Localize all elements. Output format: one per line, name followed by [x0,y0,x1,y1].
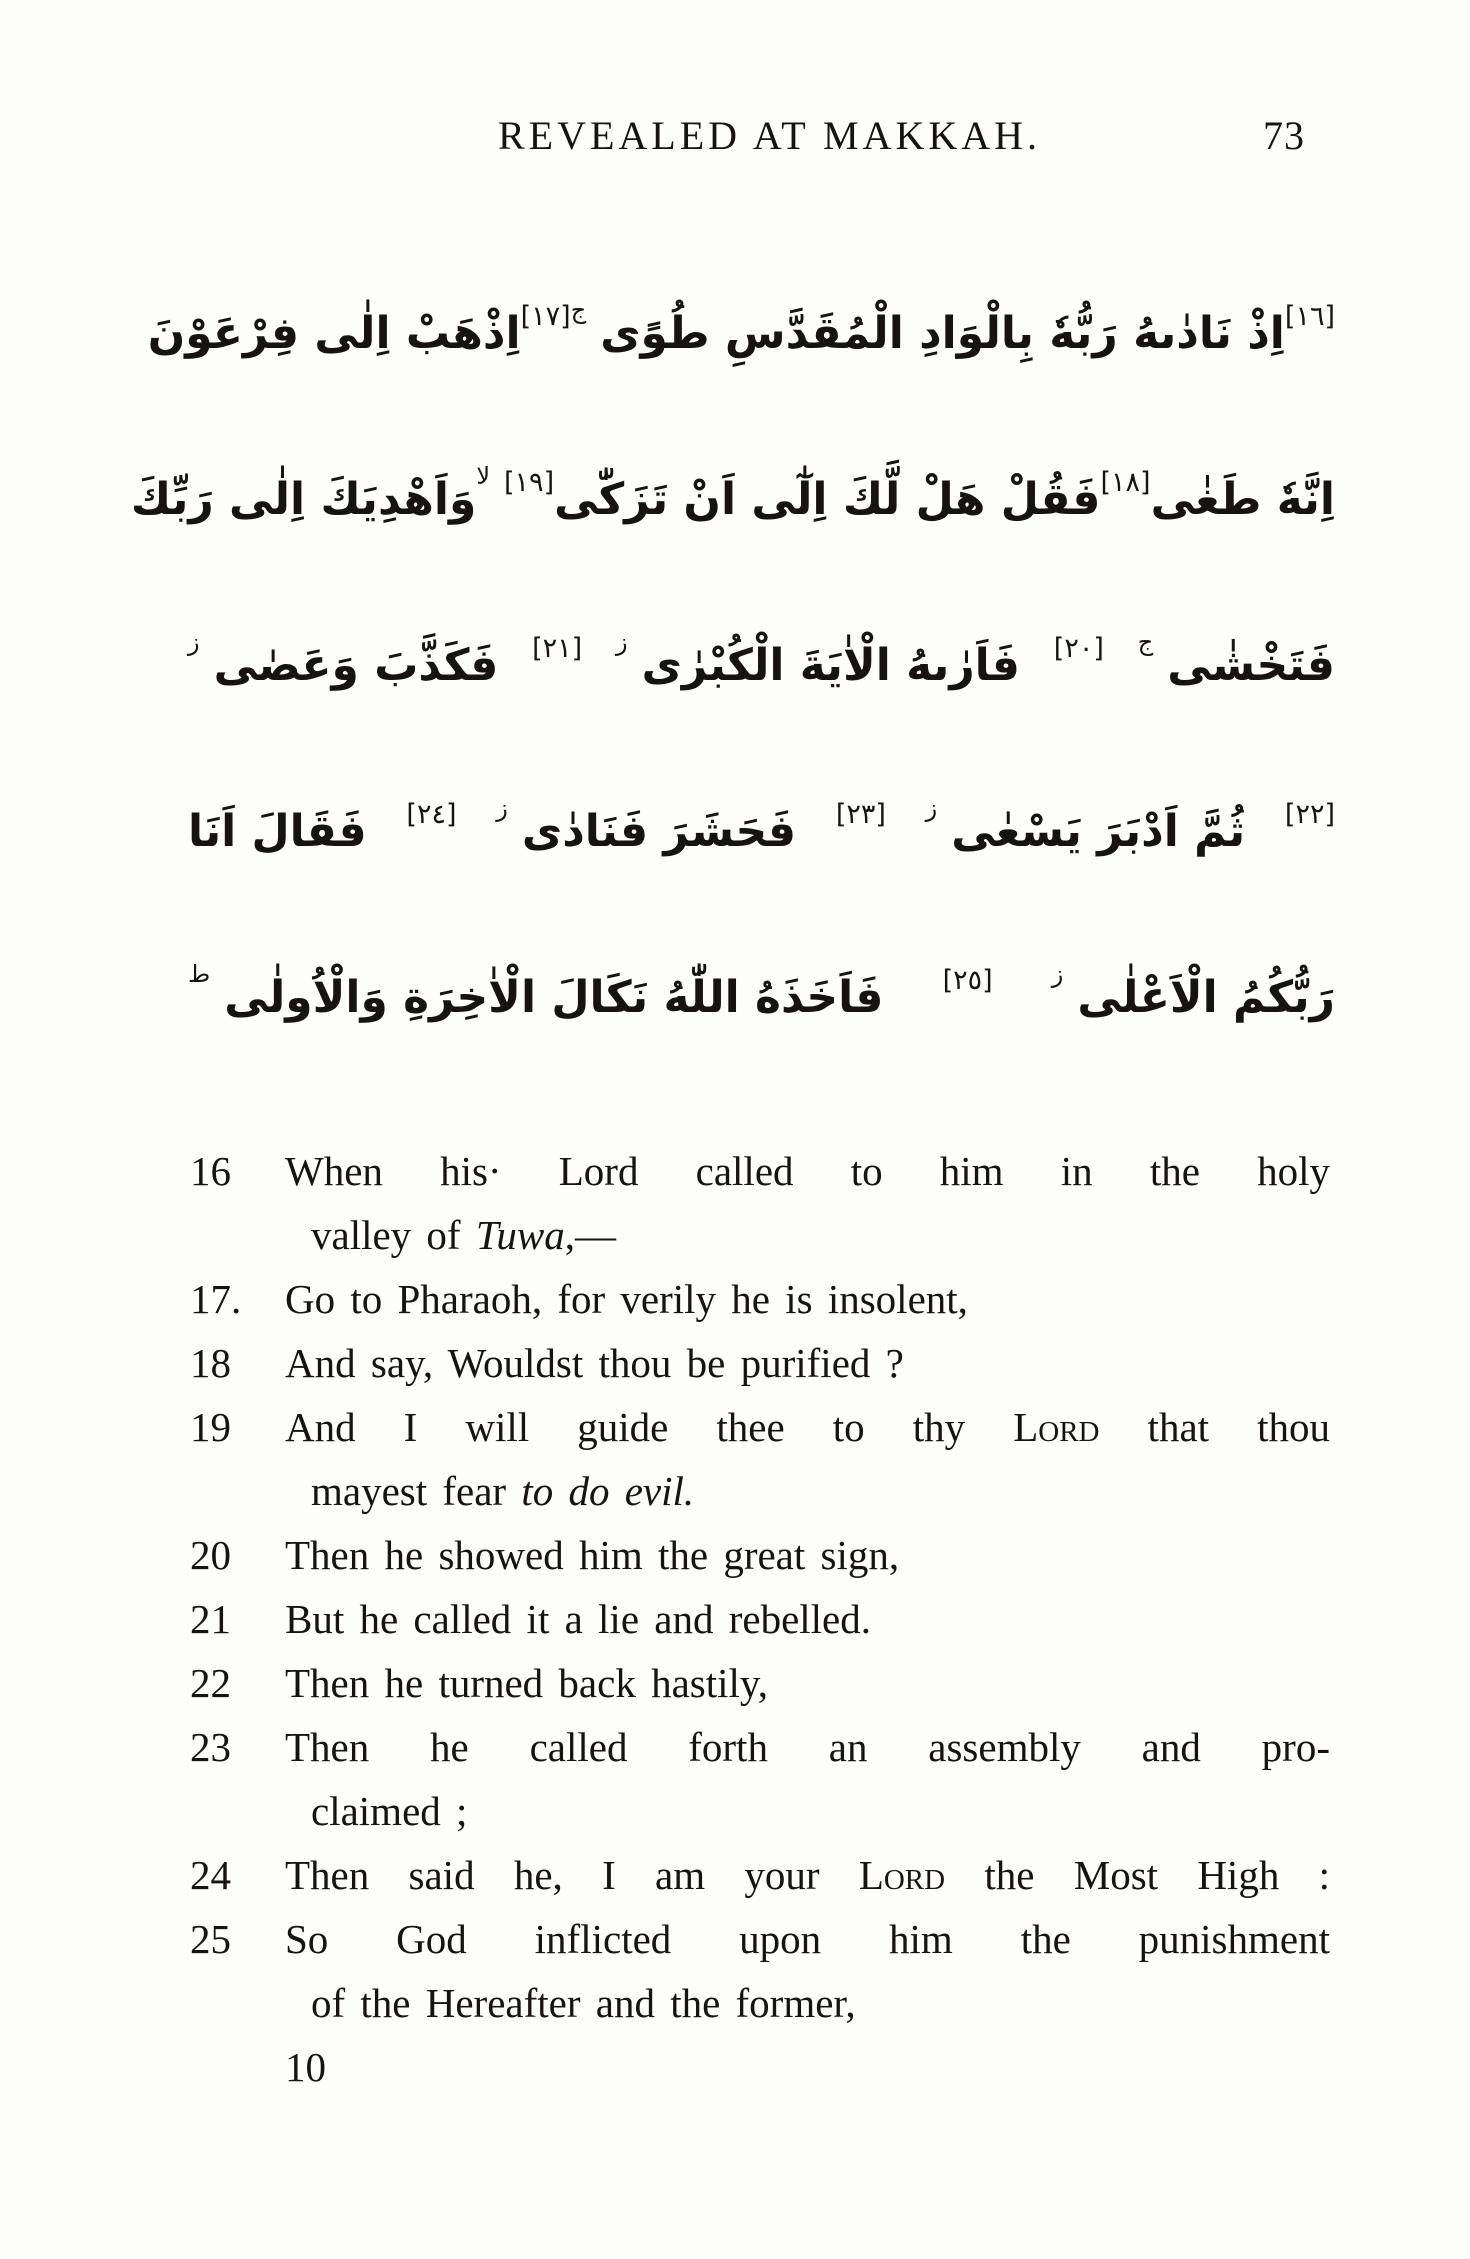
verse-text [285,1139,1330,1267]
text-run: of the Hereafter and the former, [311,1980,856,2026]
verse-line [285,1651,1330,1715]
text-run: [٢٢] [1284,798,1335,830]
translation-section [190,1139,1330,2035]
arabic-line [188,915,1335,1081]
text-run: valley of [311,1212,476,1258]
arabic-phrase [1150,474,1335,525]
text-run: وَاَهْدِيَكَ اِلٰى رَبِّكَ [130,474,477,525]
text-run: فَاَخَذَهُ اللّٰهُ نَكَالَ الْاٰخِرَةِ وَالْاُولٰى [224,972,884,1023]
text-run: فَقَالَ اَنَا [188,806,367,857]
pause-mark: ج [1137,628,1154,656]
text-run: to do evil. [521,1468,695,1514]
text-run: رَبُّكُمُ الْاَعْلٰى [1077,972,1335,1023]
verse-number: 23 [190,1724,231,1770]
verse-item [190,1907,1330,2035]
arabic-phrase [496,794,797,857]
text-run: ثُمَّ اَدْبَرَ يَسْعٰى [951,806,1246,857]
verse-line [285,1587,1330,1651]
verse-item [190,1651,1330,1715]
verse-text [285,1715,1330,1843]
verse-line [285,1331,1330,1395]
arabic-section [130,251,1335,1081]
verse-text [285,1651,1330,1715]
text-run: mayest fear [311,1468,522,1514]
verse-number: 24 [190,1852,231,1898]
verse-item [190,1843,1330,1907]
verse-marker [835,798,886,846]
text-run: اِذْ نَادٰىهُ رَبُّهٗ بِالْوَادِ الْمُقَدَّسِ طُوًى [600,308,1285,359]
verse-item [190,1395,1330,1523]
pause-mark: ز [615,628,628,656]
text-run: [١٧] [520,300,571,332]
verse-marker [406,798,457,846]
arabic-phrase [615,628,1020,691]
text-run: Then he called forth an assembly and pro- [285,1724,1330,1770]
page-number: 73 [1263,113,1305,158]
arabic-line [188,583,1335,749]
verse-number: 18 [190,1340,231,1386]
verse-number: 19 [190,1404,231,1450]
verse-number: 20 [190,1532,231,1578]
verse-marker [520,300,571,348]
arabic-phrase [1051,960,1335,1023]
text-run: فَقُلْ هَلْ لَّكَ اِلٰٓى اَنْ تَزَكّٰى [554,474,1101,525]
arabic-line [130,417,1335,583]
verse-number: 17. [190,1276,242,1322]
text-run: [١٦] [1284,300,1335,332]
verse-line [285,1395,1330,1459]
verse-line [285,1907,1330,1971]
text-run: Lord [858,1852,946,1898]
text-run: Tuwa [475,1212,565,1258]
arabic-line [188,749,1335,915]
verse-item [190,1267,1330,1331]
arabic-phrase [147,308,521,359]
pause-mark: ط [188,960,211,988]
text-run: [٢٥] [942,964,993,996]
verse-item [190,1715,1330,1843]
verse-text [285,1331,1330,1395]
signature-row [285,2035,1330,2099]
text-run: [٢٠] [1053,632,1104,664]
verse-marker [1053,632,1104,680]
verse-text [285,1587,1330,1651]
pause-mark: ز [1051,960,1064,988]
text-run: Go to Pharaoh, for verily he is insolent, [285,1276,968,1322]
verse-item [190,1139,1330,1267]
verse-line [285,1971,1330,2035]
text-run: claimed ; [311,1788,468,1834]
arabic-phrase [130,474,477,525]
verse-line [285,1715,1330,1779]
verse-line [285,1267,1330,1331]
verse-marker [1284,300,1335,348]
text-run: فَكَذَّبَ وَعَصٰى [213,640,499,691]
verse-line [285,1203,1330,1267]
text-run: فَحَشَرَ فَنَادٰى [521,806,797,857]
verse-text [285,1523,1330,1587]
verse-line [285,1523,1330,1587]
arabic-phrase [925,794,1246,857]
verse-line [285,1459,1330,1523]
verse-text [285,1267,1330,1331]
verse-marker [1100,466,1151,514]
text-run: And I will guide thee to thy [285,1404,1014,1450]
verse-text [285,1907,1330,2035]
verse-line [285,1779,1330,1843]
arabic-phrase [554,474,1101,525]
verse-line [285,1843,1330,1907]
arabic-line [147,251,1335,417]
text-run: When his· Lord called to him in the holy [285,1148,1330,1194]
pause-mark: ز [496,794,508,822]
verse-number: 21 [190,1596,231,1642]
text-run: that thou [1099,1404,1330,1450]
text-run: اِذْهَبْ اِلٰى فِرْعَوْنَ [147,308,521,359]
text-run: [١٨] [1100,466,1151,498]
verse-item [190,1331,1330,1395]
signature-mark: 10 [285,2044,326,2090]
text-run: Lord [1013,1404,1100,1450]
text-run: Then he turned back hastily, [285,1660,768,1706]
text-run: But he called it a lie and rebelled. [285,1596,871,1642]
text-run: اِنَّهٗ طَغٰى [1150,474,1335,525]
arabic-phrase [188,806,367,857]
verse-item [190,1523,1330,1587]
arabic-phrase [188,960,884,1023]
text-run: ,— [564,1212,616,1258]
arabic-phrase [1137,628,1335,691]
text-run: فَاَرٰىهُ الْاٰيَةَ الْكُبْرٰى [641,640,1020,691]
pause-mark: لا [476,462,490,490]
verse-number: 16 [190,1148,231,1194]
arabic-phrase [188,628,499,691]
page-title: REVEALED AT MAKKAH. [497,113,1042,158]
verse-text [285,1395,1330,1523]
text-run: And say, Wouldst thou be purified ? [285,1340,904,1386]
text-run: Then said he, I am your [285,1852,859,1898]
text-run: فَتَخْشٰى [1167,640,1335,691]
verse-marker [942,964,993,1012]
verse-number: 25 [190,1916,231,1962]
arabic-phrase [570,296,1285,359]
pause-mark: ج [570,296,587,324]
verse-marker [1284,798,1335,846]
verse-number: 22 [190,1660,231,1706]
text-run: [١٩] [504,466,555,498]
verse-item [190,1587,1330,1651]
text-run: [٢١] [532,632,583,664]
text-run: Then he showed him the great sign, [285,1532,900,1578]
verse-text [285,1843,1330,1907]
verse-marker [476,462,555,514]
text-run: [٢٤] [406,798,457,830]
pause-mark: ز [925,794,938,822]
pause-mark: ز [188,628,200,656]
text-run: So God inflicted upon him the punishment [285,1916,1330,1962]
verse-marker [532,632,583,680]
verse-line [285,1139,1330,1203]
text-run: the Most High : [945,1852,1330,1898]
text-run: [٢٣] [835,798,886,830]
page-header [190,112,1305,159]
